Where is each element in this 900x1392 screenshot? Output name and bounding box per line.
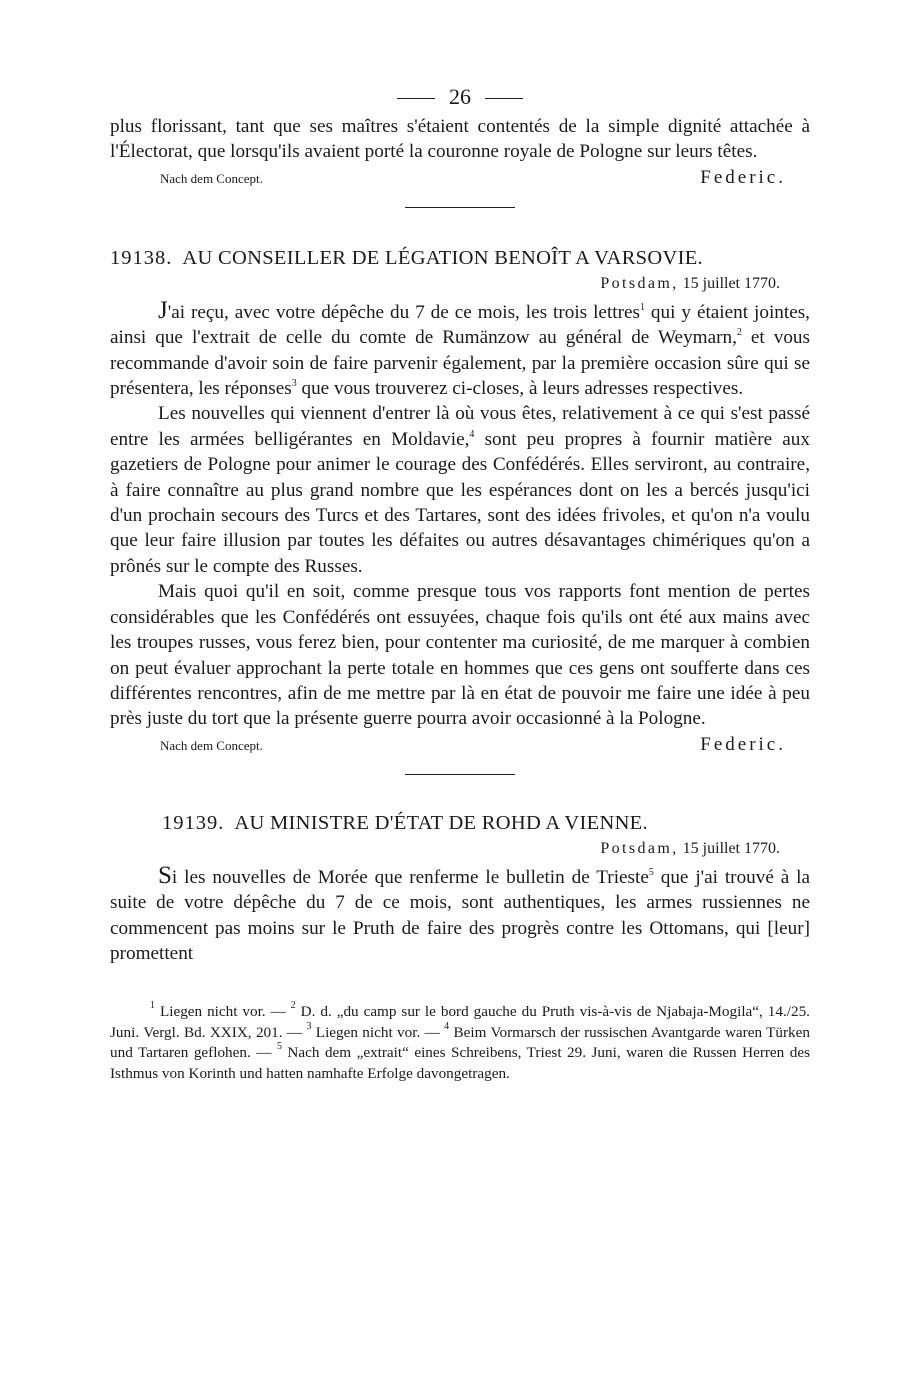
paragraph-text: sont peu propres à fournir matière aux gazetiers de Pologne pour animer le courage des Confédérés. Elles serviront, au contraire, à faire connaître au plus grand nombre que les espérances dont on les a bercés jusqu'ici d'un prochain secours des Turcs et des Tartares, sont des idées frivoles, et qu'on n'a voulu que leur faire illusion par toutes les défaites ou autres désavantages chimériques qu'on a prônés sur le compte des Russes. <box>110 428 810 577</box>
dateline-place: Potsdam, <box>600 839 679 857</box>
paragraph-text: qui y étaient jointes, ainsi que l'extrait de celle du comte de Rumänzow au général de Weymarn, <box>110 301 810 349</box>
letter-paragraph: Mais quoi qu'il en soit, comme presque tous vos rapports font mention de pertes considérables que les Confédérés ont essuyées, chaque fois qu'ils ont été aux mains avec les troupes russes, vous ferez bien, pour contenter ma curiosité, de me marquer à combien on peut évaluer approchant la perte totale en hommes que ces gens ont soufferte dans ces différentes rencontres, afin de me mettre par là en état de pouvoir me faire une idée à peu près juste du tort que la présente guerre pourra avoir occasionné à la Pologne. <box>110 581 810 730</box>
header-dash-right <box>485 98 523 99</box>
dateline-date: 15 juillet 1770. <box>682 274 780 292</box>
footnote-block <box>110 1002 810 1084</box>
header-dash-left <box>397 98 435 99</box>
letter-heading <box>110 244 810 272</box>
footnote-ref: 1 <box>639 301 645 313</box>
footnote-marker: 1 <box>150 1000 155 1012</box>
footnote-text: Liegen nicht vor. — <box>155 1003 291 1021</box>
letter-recipient: AU MINISTRE D'ÉTAT DE ROHD A VIENNE. <box>234 811 648 834</box>
page-number-header <box>110 82 810 112</box>
drop-initial: S <box>158 861 172 889</box>
dateline <box>110 837 810 861</box>
dateline <box>110 272 810 296</box>
footnote-ref: 5 <box>648 866 654 878</box>
letter-heading <box>110 809 810 837</box>
section-divider <box>405 207 515 208</box>
paragraph-text: i les nouvelles de Morée que renferme le bulletin de Trieste <box>171 866 649 888</box>
footnote-text: Beim Vormarsch der russischen Avantgarde waren Türken und Tartaren geflohen. — <box>110 1023 810 1062</box>
footnote-marker: 4 <box>444 1020 450 1032</box>
source-note: Nach dem Concept. <box>160 170 263 186</box>
footnotes <box>110 1002 810 1084</box>
footnote-text: Nach dem „extrait“ eines Schreibens, Triest 29. Juni, waren die Russen Herren des Isthmus von Korinth und hatten namhafte Erfolge davongetragen. <box>110 1044 810 1082</box>
footnote-text: D. d. „du camp sur le bord gauche du Pruth vis-à-vis de Njabaja-Mogila“, 14./25. Juni. Vergl. Bd. XXIX, 201. — <box>110 1003 810 1041</box>
footnote-ref: 3 <box>291 378 297 390</box>
footnote-marker: 3 <box>306 1020 312 1032</box>
paragraph-text: que vous trouverez ci-closes, à leurs adresses respectives. <box>296 378 744 400</box>
letter-number: 19139. <box>162 811 225 834</box>
section-divider <box>405 774 515 775</box>
paragraph-text: que j'ai trouvé à la suite de votre dépêche du 7 de ce mois, sont authentiques, les armes russiennes ne commencent pas moins sur le Pruth de faire des progrès contre les Ottomans, qui [leur] promettent <box>110 866 810 964</box>
page-number: 26 <box>449 84 471 109</box>
closing-row <box>110 734 810 756</box>
letter-recipient: AU CONSEILLER DE LÉGATION BENOÎT A VARSOVIE. <box>182 246 703 269</box>
letter-19138 <box>110 244 810 775</box>
dateline-place: Potsdam, <box>600 274 679 292</box>
letter-paragraph <box>110 863 810 967</box>
drop-initial: J <box>158 296 168 324</box>
footnote-marker: 5 <box>276 1041 282 1053</box>
paragraph-text: Les nouvelles qui viennent d'entrer là où vous êtes, relativement à ce qui s'est passé entre les armées belligérantes en Moldavie, <box>110 403 810 450</box>
dateline-date: 15 juillet 1770. <box>682 839 780 857</box>
footnote-ref: 4 <box>469 428 475 440</box>
letter-paragraph <box>110 401 810 579</box>
footnote-marker: 2 <box>290 1000 296 1012</box>
signature: Federic. <box>700 166 786 188</box>
letter-continuation <box>110 114 810 208</box>
letter-number: 19138. <box>110 246 173 269</box>
paragraph-text: 'ai reçu, avec votre dépêche du 7 de ce mois, les trois lettres <box>167 301 640 323</box>
source-note: Nach dem Concept. <box>160 737 263 753</box>
letter-19139 <box>110 809 810 967</box>
signature: Federic. <box>700 733 786 755</box>
closing-row <box>110 167 810 189</box>
continuation-paragraph: plus florissant, tant que ses maîtres s'étaient contentés de la simple dignité attachée à l'Électorat, que lorsqu'ils avaient porté la couronne royale de Pologne sur leurs têtes. <box>110 116 810 163</box>
footnote-ref: 2 <box>736 327 742 339</box>
footnote-text: Liegen nicht vor. — <box>311 1023 445 1041</box>
page <box>110 82 810 1084</box>
letter-paragraph <box>110 298 810 402</box>
paragraph-text: et vous recommande d'avoir soin de faire parvenir également, par la première occasion sûre qui se présentera, les réponses <box>110 327 810 400</box>
